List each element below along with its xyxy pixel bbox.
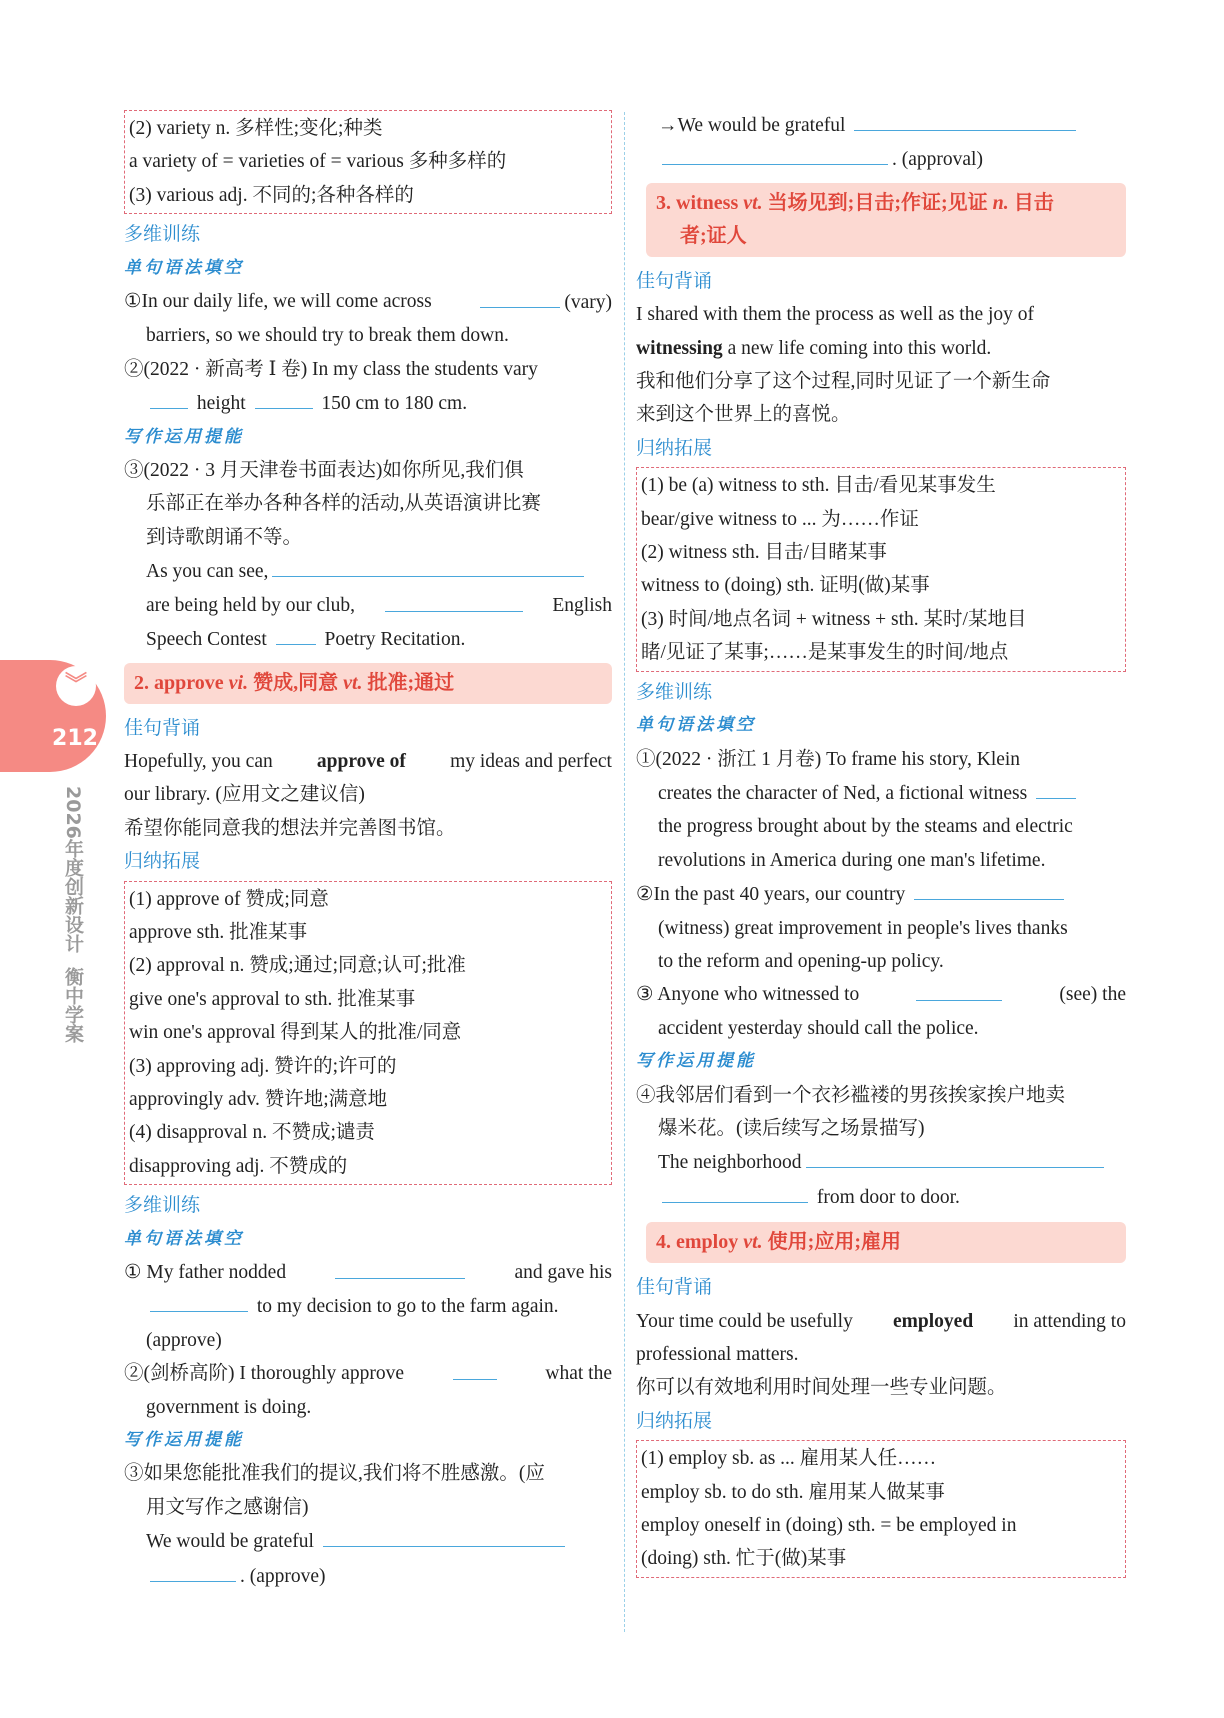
- witness-box: [636, 467, 1126, 671]
- sentence-key: witnessing: [636, 337, 723, 359]
- box-line: a variety of = varieties of = various 多种多样的: [129, 151, 507, 173]
- exercise-text: ②(剑桥高阶) I thoroughly approve: [124, 1363, 404, 1385]
- exercise-line: [124, 622, 612, 656]
- exercise-text: ① My father nodded: [124, 1262, 287, 1283]
- box-line: employ sb. to do sth. 雇用某人做某事: [641, 1481, 945, 1503]
- exercise-line: 爆米花。(读后续写之场景描写): [658, 1117, 925, 1139]
- exercise-line: [124, 1559, 612, 1593]
- exercise-line: [124, 1357, 612, 1390]
- side-label: [62, 786, 86, 1043]
- exercise-line: (approve): [146, 1329, 222, 1351]
- exercise-text: height: [196, 393, 246, 415]
- subsection-title: 单句语法填空: [124, 1228, 244, 1249]
- exercise-text: . (approve): [240, 1565, 326, 1587]
- box-line: (1) employ sb. as ... 雇用某人任……: [641, 1448, 937, 1470]
- exercise-text: ①In our daily life, we will come across: [124, 291, 432, 313]
- box-line: (2) approval n. 赞成;通过;同意;认可;批准: [129, 955, 466, 977]
- sentence-line: [636, 332, 1126, 365]
- exercise-text: ②In the past 40 years, our country: [636, 884, 906, 906]
- header-word: 3. witness: [656, 191, 744, 214]
- side-label-text-2: 衡中学案: [62, 966, 84, 1043]
- section-title: 多维训练: [124, 223, 201, 246]
- right-column: [636, 108, 1126, 1582]
- answer-blank[interactable]: [453, 1357, 497, 1380]
- exercise-text: . (approval): [892, 149, 983, 171]
- employ-box: [636, 1440, 1126, 1578]
- exercise-text: English: [552, 594, 612, 616]
- header-word: 2. approve: [134, 671, 229, 694]
- sentence-line: [124, 745, 612, 778]
- header-pos: n.: [992, 191, 1009, 214]
- exercise-line: government is doing.: [146, 1396, 312, 1418]
- answer-blank[interactable]: [150, 386, 188, 409]
- header-meaning: 赞成,同意: [248, 671, 344, 694]
- exercise-line: 乐部正在举办各种各样的活动,从英语演讲比赛: [146, 493, 541, 515]
- exercise-line: [124, 1524, 612, 1558]
- header-meaning: 目击: [1008, 191, 1054, 214]
- sentence-line: professional matters.: [636, 1344, 799, 1365]
- sentence-line: I shared with them the process as well as the joy of: [636, 304, 1035, 326]
- box-line: (4) disapproval n. 不赞成;谴责: [129, 1122, 375, 1144]
- header-pos: vt.: [743, 191, 763, 214]
- section-title: 佳句背诵: [636, 1276, 713, 1299]
- box-line: (2) variety n. 多样性;变化;种类: [129, 118, 383, 139]
- exercise-line: (witness) great improvement in people's lives thanks: [658, 917, 1068, 939]
- exercise-line: [636, 776, 1126, 810]
- column-divider: [624, 112, 625, 1632]
- hint: (vary): [564, 292, 612, 314]
- exercise-line: [124, 1289, 612, 1323]
- exercise-line: [636, 108, 1126, 142]
- box-line: (2) witness sth. 目击/目睹某事: [641, 542, 887, 564]
- box-line: disapproving adj. 不赞成的: [129, 1155, 348, 1177]
- exercise-line: [636, 877, 1126, 911]
- exercise-text: As you can see,: [146, 561, 269, 583]
- sentence-text: in attending to: [1013, 1310, 1126, 1332]
- sentence-line: 我和他们分享了这个过程,同时见证了一个新生命: [636, 371, 1051, 393]
- answer-blank[interactable]: [480, 285, 560, 308]
- header-meaning: 批准;通过: [362, 671, 455, 694]
- exercise-line: ③(2022 · 3 月天津卷书面表达)如你所见,我们俱: [124, 460, 524, 482]
- header-pos: vi.: [228, 671, 249, 694]
- subsection-title: 写作运用提能: [124, 1430, 244, 1451]
- answer-blank[interactable]: [150, 1559, 236, 1582]
- box-line: (3) various adj. 不同的;各种各样的: [129, 184, 414, 206]
- exercise-line: ②(2022 · 新高考 Ⅰ 卷) In my class the students vary: [124, 358, 538, 380]
- exercise-text: Speech Contest: [146, 629, 267, 651]
- exercise-line: accident yesterday should call the police.: [658, 1017, 979, 1039]
- sentence-text: Hopefully, you can: [124, 750, 273, 772]
- sentence-key: approve of: [316, 750, 406, 772]
- sentence-line: 你可以有效地利用时间处理一些专业问题。: [636, 1377, 1007, 1399]
- box-line: 睹/见证了某事;……是某事发生的时间/地点: [641, 642, 1009, 664]
- answer-blank[interactable]: [914, 877, 1064, 900]
- box-line: employ oneself in (doing) sth. = be employed in: [641, 1515, 1017, 1537]
- box-line: (1) approve of 赞成;同意: [129, 888, 329, 910]
- exercise-line: [124, 285, 612, 319]
- exercise-text: The neighborhood: [658, 1152, 802, 1174]
- header-meaning: 当场见到;目击;作证;见证: [762, 191, 993, 214]
- answer-blank[interactable]: [385, 589, 523, 612]
- sentence-key: employed: [893, 1310, 974, 1332]
- box-line: witness to (doing) sth. 证明(做)某事: [641, 575, 930, 597]
- entry-header-approve: [124, 663, 612, 704]
- section-title: 佳句背诵: [124, 716, 201, 739]
- section-title: 多维训练: [636, 680, 713, 703]
- header-pos: vt.: [343, 671, 363, 694]
- box-line: (1) be (a) witness to sth. 目击/看见某事发生: [641, 475, 996, 497]
- subsection-title: 单句语法填空: [124, 257, 244, 278]
- box-line: win one's approval 得到某人的批准/同意: [129, 1022, 462, 1044]
- exercise-line: [636, 978, 1126, 1011]
- exercise-line: barriers, so we should try to break them down.: [146, 325, 509, 347]
- sentence-line: 希望你能同意我的想法并完善图书馆。: [124, 817, 456, 839]
- sentence-line: 来到这个世界上的喜悦。: [636, 404, 851, 426]
- exercise-line: ③如果您能批准我们的提议,我们将不胜感激。(应: [124, 1463, 545, 1485]
- exercise-line: [124, 386, 612, 420]
- section-title: 归纳拓展: [636, 1409, 713, 1432]
- header-meaning: 使用;应用;雇用: [762, 1231, 901, 1254]
- header-pos: vt.: [743, 1231, 763, 1254]
- subsection-title: 写作运用提能: [124, 426, 244, 447]
- box-line: approve sth. 批准某事: [129, 921, 308, 943]
- box-line: (3) approving adj. 赞许的;许可的: [129, 1055, 397, 1077]
- side-label-text: 2026年度创新设计: [62, 786, 84, 953]
- answer-blank[interactable]: [255, 386, 313, 409]
- exercise-line: [636, 142, 1126, 176]
- answer-blank[interactable]: [272, 554, 584, 577]
- exercise-text: (see) the: [1059, 984, 1126, 1006]
- subsection-title: 写作运用提能: [636, 1051, 756, 1072]
- exercise-text: from door to door.: [816, 1186, 960, 1208]
- answer-blank[interactable]: [323, 1524, 565, 1547]
- exercise-line: 用文写作之感谢信): [146, 1496, 309, 1518]
- entry-header-witness: [646, 183, 1126, 257]
- answer-blank[interactable]: [806, 1145, 1104, 1168]
- exercise-text: to my decision to go to the farm again.: [256, 1296, 559, 1318]
- header-meaning: 者;证人: [680, 224, 747, 247]
- exercise-text: and gave his: [514, 1262, 612, 1283]
- left-column: [124, 108, 612, 1593]
- exercise-text: Poetry Recitation.: [324, 629, 466, 651]
- page-number: 212: [52, 726, 98, 751]
- exercise-line: ④我邻居们看到一个衣衫褴褛的男孩挨家挨户地卖: [636, 1084, 1066, 1106]
- exercise-text: ③ Anyone who witnessed to: [636, 984, 860, 1006]
- exercise-text: are being held by our club,: [146, 594, 356, 616]
- double-chevron-down-icon: ︾: [56, 666, 96, 706]
- variety-box: [124, 110, 612, 214]
- sentence-line: [636, 1305, 1126, 1338]
- approve-box: [124, 881, 612, 1186]
- exercise-line: [124, 589, 612, 622]
- exercise-text: →We would be grateful: [658, 115, 846, 136]
- answer-blank[interactable]: [662, 1180, 808, 1203]
- section-title: 归纳拓展: [124, 850, 201, 873]
- box-line: (doing) sth. 忙于(做)某事: [641, 1548, 847, 1570]
- answer-blank[interactable]: [150, 1289, 248, 1312]
- box-line: give one's approval to sth. 批准某事: [129, 988, 416, 1010]
- sentence-text: Your time could be usefully: [636, 1310, 853, 1332]
- answer-blank[interactable]: [854, 108, 1076, 131]
- answer-blank[interactable]: [276, 622, 316, 645]
- exercise-line: the progress brought about by the steams and electric: [658, 816, 1073, 838]
- exercise-line: [124, 554, 612, 588]
- box-line: bear/give witness to ... 为……作证: [641, 508, 919, 530]
- subsection-title: 单句语法填空: [636, 715, 756, 736]
- header-word: 4. employ: [656, 1231, 744, 1254]
- box-line: (3) 时间/地点名词 + witness + sth. 某时/某地目: [641, 608, 1027, 630]
- exercise-text: 150 cm to 180 cm.: [321, 393, 468, 415]
- exercise-line: [636, 1145, 1126, 1179]
- box-line: approvingly adv. 赞许地;满意地: [129, 1088, 388, 1110]
- exercise-text: creates the character of Ned, a fictional witness: [658, 782, 1028, 804]
- exercise-line: 到诗歌朗诵不等。: [146, 526, 303, 548]
- answer-blank[interactable]: [1036, 776, 1076, 799]
- section-title: 佳句背诵: [636, 269, 713, 292]
- exercise-text: We would be grateful: [146, 1531, 314, 1553]
- entry-header-employ: [646, 1222, 1126, 1263]
- exercise-line: revolutions in America during one man's lifetime.: [658, 849, 1046, 871]
- exercise-line: [124, 1256, 612, 1289]
- section-title: 多维训练: [124, 1194, 201, 1217]
- answer-blank[interactable]: [916, 978, 1002, 1001]
- sentence-text: my ideas and perfect: [450, 750, 612, 772]
- exercise-text: what the: [545, 1363, 612, 1385]
- exercise-line: to the reform and opening-up policy.: [658, 950, 944, 972]
- section-title: 归纳拓展: [636, 436, 713, 459]
- exercise-line: [636, 1180, 1126, 1214]
- page-number-tab: [0, 660, 106, 772]
- sentence-line: our library. (应用文之建议信): [124, 784, 365, 806]
- answer-blank[interactable]: [335, 1256, 465, 1279]
- sentence-text: a new life coming into this world.: [727, 337, 992, 359]
- answer-blank[interactable]: [662, 142, 888, 165]
- exercise-line: ①(2022 · 浙江 1 月卷) To frame his story, Klein: [636, 748, 1021, 770]
